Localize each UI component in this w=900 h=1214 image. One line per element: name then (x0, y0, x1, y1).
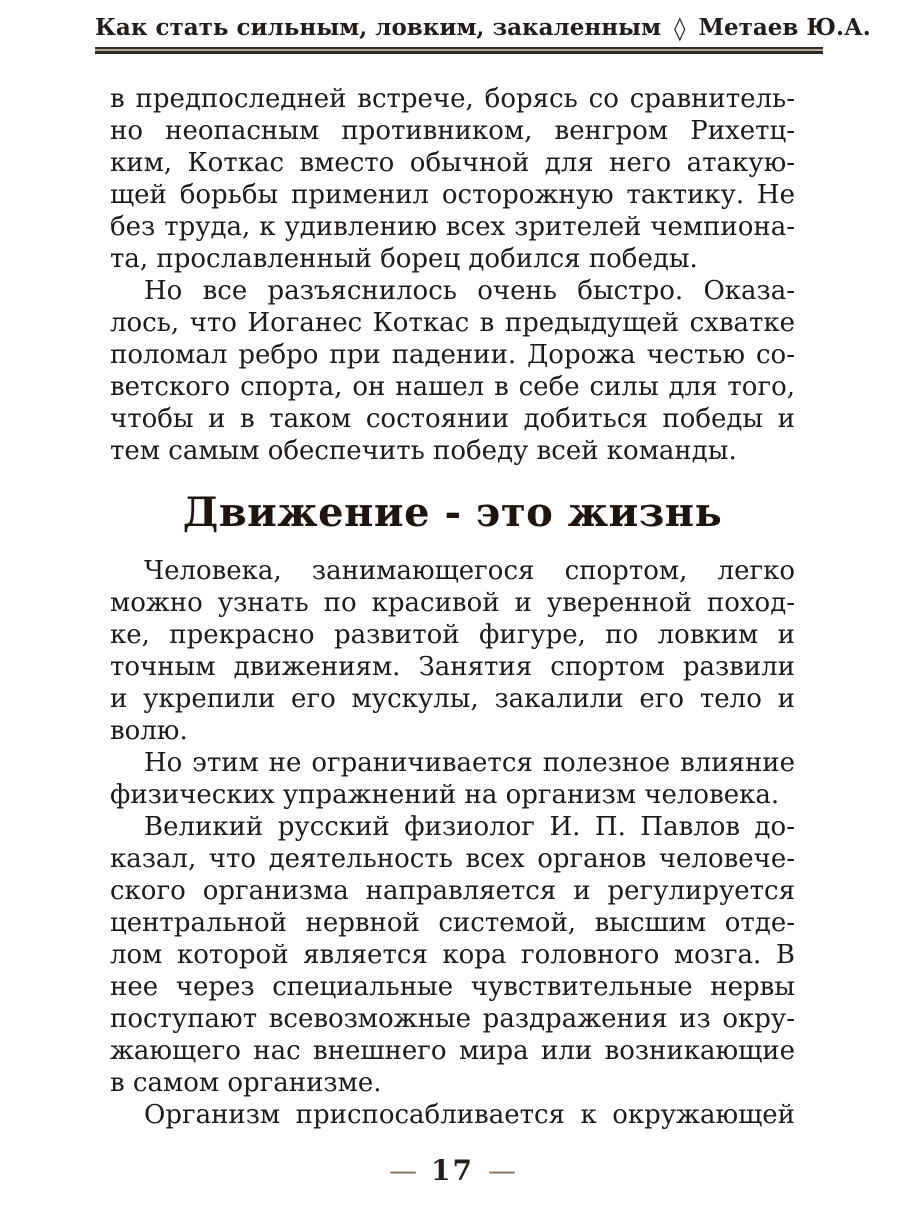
running-head-text (95, 14, 871, 47)
text-line: Но этим не ограничивается полезное влияние (144, 748, 795, 778)
text-line: Великий русский физиолог И. П. Павлов до- (144, 812, 795, 842)
text-line: лось, что Иоганес Коткас в предыдущей схватке (110, 308, 795, 338)
page-number (110, 1154, 795, 1188)
text-line: поломал ребро при падении. Дорожа честью со- (110, 340, 795, 370)
text-line: Организм приспосабливается к окружающей (144, 1100, 795, 1130)
paragraph (110, 811, 795, 1099)
text-line: центральной нервной системой, высшим отде- (110, 908, 795, 938)
text-content (110, 83, 795, 1131)
text-line: нее через специальные чувствительные нервы (110, 972, 795, 1002)
running-head (95, 14, 871, 54)
diamond-separator-icon: ◊ (674, 16, 686, 42)
text-line: ке, прекрасно развитой фигуре, по ловким и (110, 620, 795, 650)
text-line: лом которой является кора головного мозга. В (110, 940, 795, 970)
text-line: ким, Коткас вместо обычной для него атакую- (110, 148, 795, 178)
header-rule (95, 47, 823, 54)
folio-number: 17 (431, 1154, 474, 1187)
text-line: Человека, занимающегося спортом, легко (144, 556, 795, 586)
text-line: точным движениям. Занятия спортом развили (110, 652, 795, 682)
text-line: физических упражнений на организм человека. (110, 780, 780, 810)
paragraph (110, 1099, 795, 1131)
folio-left-dash: — (389, 1154, 418, 1187)
text-line: и укрепили его мускулы, закалили его тело и (110, 684, 795, 714)
section-heading: Движение - это жизнь (182, 489, 723, 536)
text-line: в самом организме. (110, 1068, 382, 1098)
text-line: тем самым обеспечить победу всей команды. (110, 436, 737, 466)
text-line: волю. (110, 716, 188, 746)
text-line: можно узнать по красивой и уверенной поход- (110, 588, 795, 618)
book-page (0, 14, 900, 1214)
text-line: ского организма направляется и регулируется (110, 876, 795, 906)
text-line: поступают всевозможные раздражения из окру- (110, 1004, 795, 1034)
text-line: но неопасным противником, венгром Рихетц- (110, 116, 795, 146)
paragraph (110, 275, 795, 467)
text-line: та, прославленный борец добился победы. (110, 244, 698, 274)
text-line: ветского спорта, он нашел в себе силы для того, (110, 372, 795, 402)
text-line: Но все разъяснилось очень быстро. Оказа- (144, 276, 795, 306)
text-line: казал, что деятельность всех органов человече- (110, 844, 795, 874)
text-line: жающего нас внешнего мира или возникающие (110, 1036, 795, 1066)
author-name: Метаев Ю.А. (698, 14, 871, 41)
text-line: без труда, к удивлению всех зрителей чемпиона- (110, 212, 795, 242)
folio-right-dash: — (487, 1154, 516, 1187)
paragraph (110, 747, 795, 811)
book-title: Как стать сильным, ловким, закаленным (95, 14, 662, 41)
text-line: чтобы и в таком состоянии добиться победы и (110, 404, 795, 434)
paragraph (110, 555, 795, 747)
text-line: щей борьбы применил осторожную тактику. Не (110, 180, 795, 210)
text-line: в предпоследней встрече, борясь со сравнитель- (110, 84, 795, 114)
paragraph (110, 83, 795, 275)
